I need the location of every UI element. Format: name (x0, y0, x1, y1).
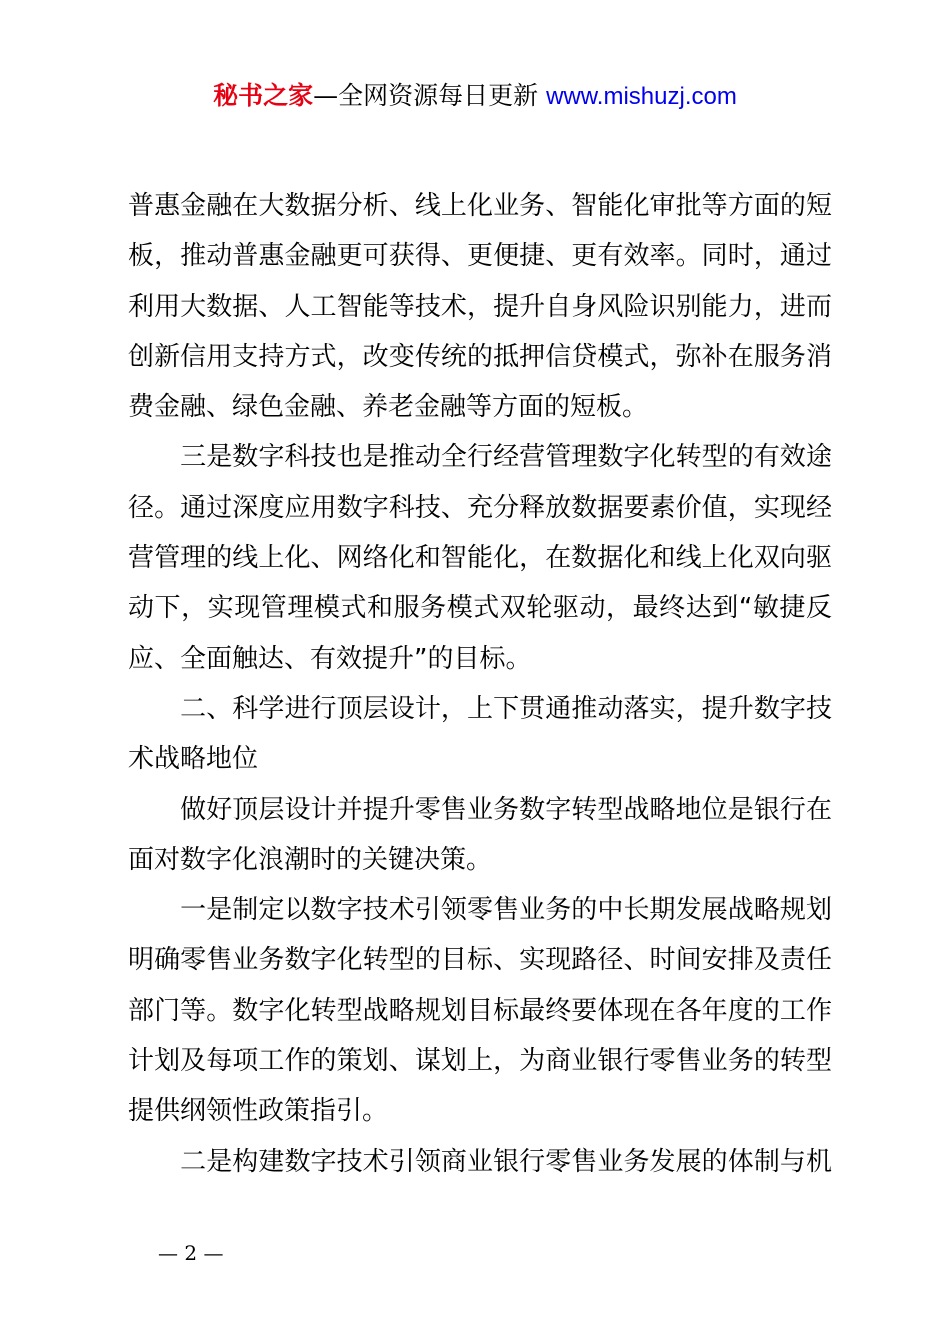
text-line: 计划及每项工作的策划、谋划上，为商业银行零售业务的转型 (128, 1046, 832, 1077)
text-line: 做好顶层设计并提升零售业务数字转型战略地位是银行在 (128, 794, 832, 825)
text-line: 动下，实现管理模式和服务模式双轮驱动，最终达到“敏捷反 (128, 593, 832, 624)
text-line: 营管理的线上化、网络化和智能化，在数据化和线上化双向驱 (128, 543, 832, 574)
text-line: 应、全面触达、有效提升”的目标。 (128, 643, 532, 674)
text-line: 明确零售业务数字化转型的目标、实现路径、时间安排及责任 (128, 945, 832, 976)
text-line: 费金融、绿色金融、养老金融等方面的短板。 (128, 392, 649, 423)
site-brand: 秘书之家 (213, 81, 314, 110)
document-body (128, 181, 832, 1187)
section-heading-line: 术战略地位 (128, 744, 259, 775)
text-line: 三是数字科技也是推动全行经营管理数字化转型的有效途 (128, 442, 832, 473)
text-line: 利用大数据、人工智能等技术，提升自身风险识别能力，进而 (128, 291, 832, 322)
text-line: 普惠金融在大数据分析、线上化业务、智能化审批等方面的短 (128, 191, 832, 221)
text-line: 一是制定以数字技术引领零售业务的中长期发展战略规划 (128, 895, 832, 926)
section-heading-line: 二、科学进行顶层设计，上下贯通推动落实，提升数字技 (128, 693, 832, 724)
text-line: 径。通过深度应用数字科技、充分释放数据要素价值，实现经 (128, 492, 832, 523)
site-url-link[interactable]: www.mishuzj.com (546, 83, 737, 110)
text-line: 二是构建数字技术引领商业银行零售业务发展的体制与机 (128, 1146, 832, 1177)
page-number: — 2 — (158, 1241, 224, 1265)
text-line: 板，推动普惠金融更可获得、更便捷、更有效率。同时，通过 (128, 241, 832, 272)
site-tagline: —全网资源每日更新 (313, 81, 547, 110)
text-line: 面对数字化浪潮时的关键决策。 (128, 844, 493, 875)
text-line: 提供纲领性政策指引。 (128, 1096, 389, 1127)
text-line: 创新信用支持方式，改变传统的抵押信贷模式，弥补在服务消 (128, 341, 832, 372)
page-header (0, 78, 950, 115)
text-line: 部门等。数字化转型战略规划目标最终要体现在各年度的工作 (128, 995, 832, 1026)
